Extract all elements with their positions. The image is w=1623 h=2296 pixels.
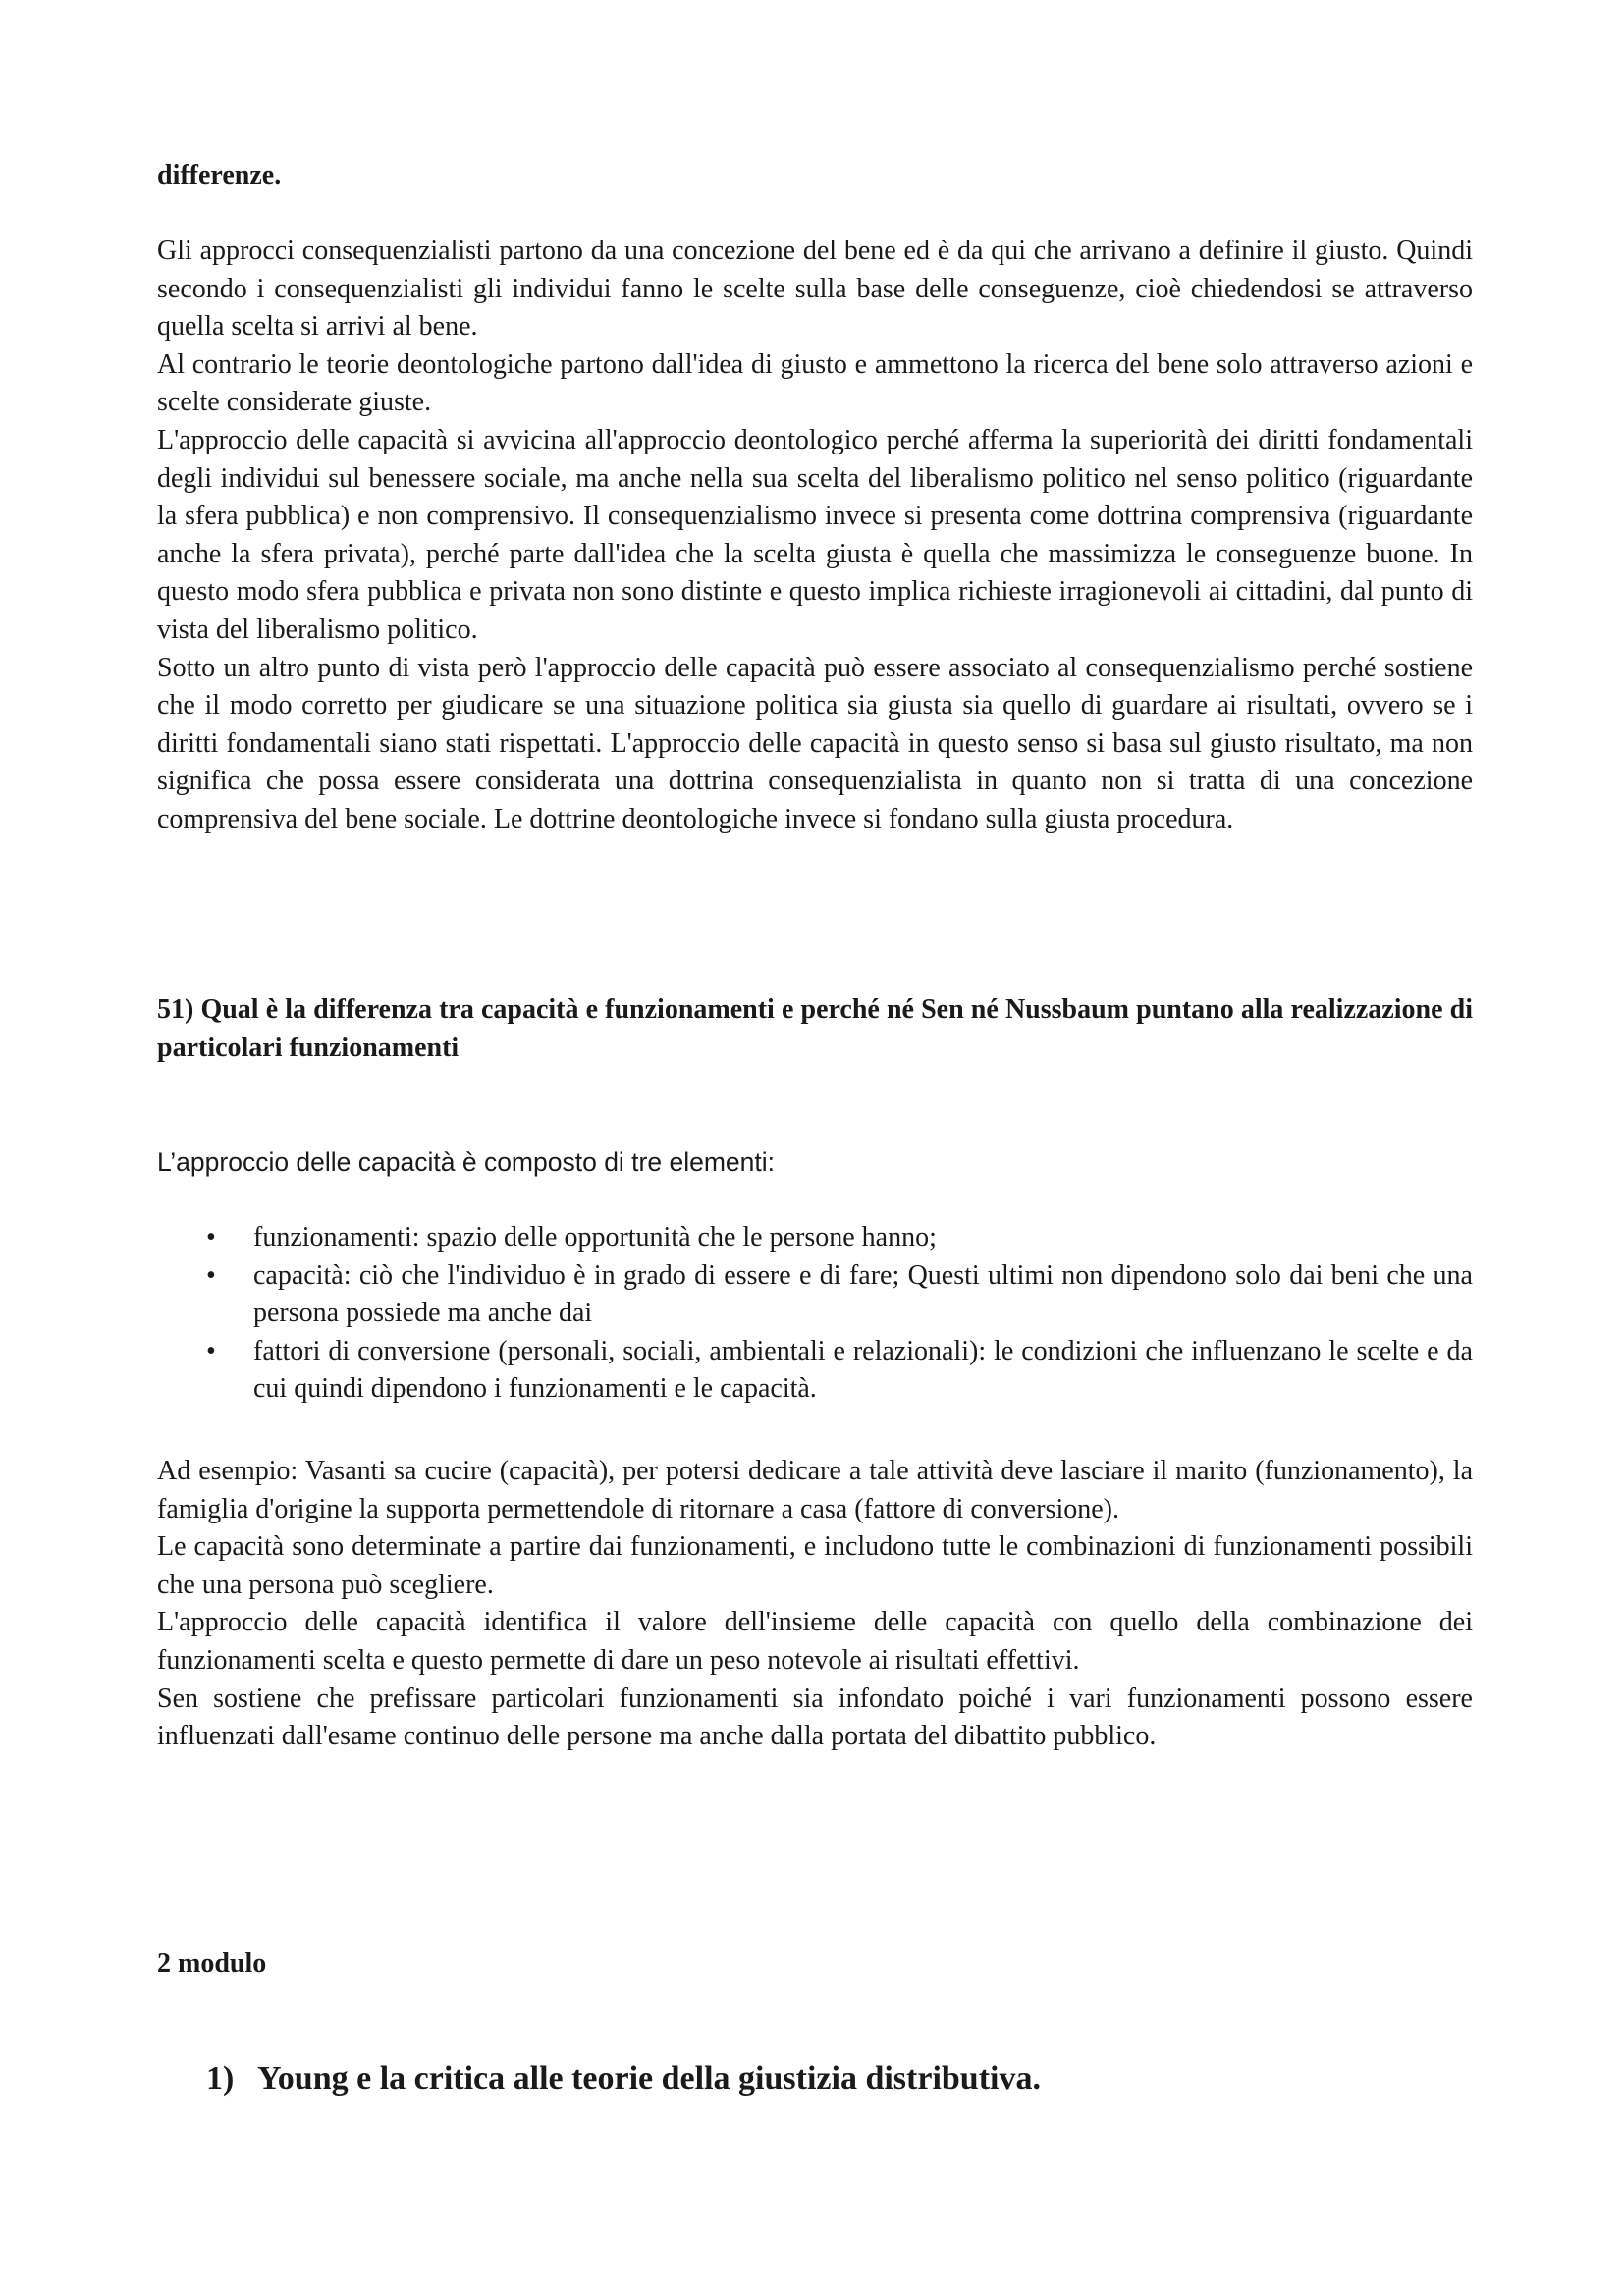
list-item-text: fattori di conversione (personali, sociali, ambientali e relazionali): le condizioni che influenzano le scelte e da cui quindi dipendono i funzionamenti e le capacità. — [253, 1335, 1473, 1405]
section-end-heading: differenze. — [157, 160, 282, 190]
bullet-icon: • — [206, 1222, 216, 1253]
question-title: Young e la critica alle teorie della giustizia distributiva. — [257, 2060, 1041, 2097]
paragraph: L'approccio delle capacità si avvicina all'approccio deontologico perché afferma la superiorità dei diritti fondamentali degli individui sul benessere sociale, ma anche nella sua scelta del liberalismo politico nel senso politico (riguardante la sfera pubblica) e non comprensivo. Il consequenzialismo invece si presenta come dottrina comprensiva (riguardante anche la sfera privata), perché parte dall'idea che la scelta giusta è quella che massimizza le conseguenze buone. In questo modo sfera pubblica e privata non sono distinte e questo implica richieste irragionevoli ai cittadini, dal punto di vista del liberalismo politico. — [157, 424, 1473, 645]
paragraph: Ad esempio: Vasanti sa cucire (capacità), per potersi dedicare a tale attività deve lasciare il marito (funzionamento), la famiglia d'origine la supporta permettendole di ritornare a casa (fattore di conversione). — [157, 1456, 1473, 1524]
paragraph: Sotto un altro punto di vista però l'approccio delle capacità può essere associato al consequenzialismo perché sostiene che il modo corretto per giudicare se una situazione politica sia giusta sia quello di guardare ai risultati, ovvero se i diritti fondamentali siano stati rispettati. L'approccio delle capacità in questo senso si basa sul giusto risultato, ma non significa che possa essere considerata una dottrina consequenzialista in quanto non si tratta di una concezione comprensiva del bene sociale. Le dottrine deontologiche invece si fondano sulla giusta procedura. — [157, 652, 1473, 834]
paragraph: Gli approcci consequenzialisti partono da una concezione del bene ed è da qui che arrivano a definire il giusto. Quindi secondo i consequenzialisti gli individui fanno le scelte sulla base delle conseguenze, cioè chiedendosi se attraverso quella scelta si arrivi al bene. — [157, 236, 1473, 343]
elements-list — [157, 1219, 1473, 1409]
list-item — [157, 1257, 1473, 1333]
question-number: 1) — [206, 2060, 235, 2097]
answer-50 — [157, 233, 1473, 839]
bullet-icon: • — [206, 1259, 216, 1291]
paragraph: L'approccio delle capacità identifica il valore dell'insieme delle capacità con quello della combinazione dei funzionamenti scelta e questo permette di dare un peso notevole ai risultati effettivi. — [157, 1607, 1473, 1676]
list-item-text: funzionamenti: spazio delle opportunità che le persone hanno; — [253, 1222, 937, 1253]
paragraph: Le capacità sono determinate a partire dai funzionamenti, e includono tutte le combinazioni di funzionamenti possibili che una persona può scegliere. — [157, 1531, 1473, 1600]
bullet-icon: • — [206, 1335, 216, 1366]
list-item — [157, 1219, 1473, 1257]
module-label: 2 modulo — [157, 1949, 267, 1979]
list-item — [157, 1333, 1473, 1409]
question-51-title: 51) Qual è la differenza tra capacità e funzionamenti e perché né Sen né Nussbaum puntano alla realizzazione di particolari funzionamenti — [157, 994, 1473, 1063]
answer-51 — [157, 1453, 1473, 1756]
paragraph: Sen sostiene che prefissare particolari funzionamenti sia infondato poiché i vari funzionamenti possono essere influenzati dall'esame continuo delle persone ma anche dalla portata del dibattito pubblico. — [157, 1682, 1473, 1752]
paragraph: Al contrario le teorie deontologiche partono dall'idea di giusto e ammettono la ricerca del bene solo attraverso azioni e scelte considerate giuste. — [157, 348, 1473, 418]
module-2-question-1 — [206, 2059, 1473, 2099]
question-51-intro: L’approccio delle capacità è composto di tre elementi: — [157, 1148, 775, 1177]
list-item-text: capacità: ciò che l'individuo è in grado di essere e di fare; Questi ultimi non dipendono solo dai beni che una persona possiede ma anche dai — [253, 1259, 1473, 1329]
